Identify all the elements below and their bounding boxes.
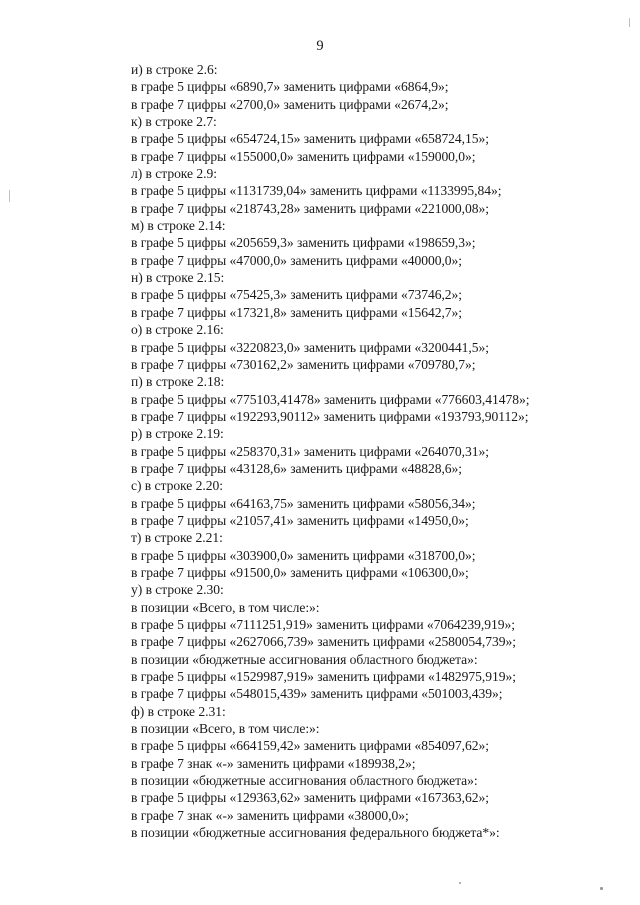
list-item: в графе 5 цифры «205659,3» заменить цифрами «198659,3»; [131, 235, 476, 251]
list-item: в графе 5 цифры «1529987,919» заменить цифрами «1482975,919»; [131, 669, 516, 685]
list-item: в графе 5 цифры «664159,42» заменить цифрами «854097,62»; [131, 738, 489, 754]
list-item-heading: л) в строке 2.9: [131, 166, 217, 182]
list-item: в графе 7 знак «-» заменить цифрами «38000,0»; [131, 807, 409, 823]
scan-speck [459, 882, 461, 884]
list-item-heading: о) в строке 2.16: [131, 322, 224, 338]
list-item: в графе 7 цифры «17321,8» заменить цифрами «15642,7»; [131, 304, 463, 320]
list-item: в графе 7 цифры «21057,41» заменить цифрами «14950,0»; [131, 512, 469, 528]
list-item-heading: ф) в строке 2.31: [131, 703, 226, 719]
list-item: в графе 7 цифры «47000,0» заменить цифрами «40000,0»; [131, 252, 463, 268]
list-item: в графе 7 цифры «730162,2» заменить цифрами «709780,7»; [131, 356, 476, 372]
list-item: в графе 7 цифры «43128,6» заменить цифрами «48828,6»; [131, 460, 463, 476]
scan-edge-right [629, 18, 630, 27]
list-item-heading: у) в строке 2.30: [131, 582, 224, 598]
list-item-subheading: в позиции «бюджетные ассигнования областного бюджета»: [131, 651, 478, 667]
list-item-heading: и) в строке 2.6: [131, 62, 218, 77]
list-item-subheading: в позиции «Всего, в том числе:»: [131, 599, 320, 615]
list-item: в графе 7 цифры «155000,0» заменить цифрами «159000,0»; [131, 148, 476, 164]
list-item: в графе 5 цифры «64163,75» заменить цифрами «58056,34»; [131, 495, 476, 511]
list-item: в графе 7 цифры «2627066,739» заменить цифрами «2580054,739»; [131, 634, 516, 650]
scan-edge-left [9, 190, 10, 202]
list-item: в графе 7 цифры «548015,439» заменить цифрами «501003,439»; [131, 686, 503, 702]
list-item: в графе 7 цифры «91500,0» заменить цифрами «106300,0»; [131, 564, 469, 580]
list-item-heading: т) в строке 2.21: [131, 530, 223, 546]
list-item-heading: к) в строке 2.7: [131, 114, 217, 130]
list-item: в графе 5 цифры «1131739,04» заменить цифрами «1133995,84»; [131, 183, 502, 199]
list-item: в графе 7 знак «-» заменить цифрами «189938,2»; [131, 755, 416, 771]
list-item: в графе 7 цифры «192293,90112» заменить цифрами «193793,90112»; [131, 408, 529, 424]
scan-speck [600, 887, 603, 890]
list-item: в графе 5 цифры «258370,31» заменить цифрами «264070,31»; [131, 443, 489, 459]
list-item: в графе 5 цифры «3220823,0» заменить цифрами «3200441,5»; [131, 339, 489, 355]
list-item: в графе 5 цифры «7111251,919» заменить цифрами «7064239,919»; [131, 617, 515, 632]
list-item-heading: р) в строке 2.19: [131, 426, 224, 442]
list-item: в графе 5 цифры «775103,41478» заменить цифрами «776603,41478»; [131, 391, 530, 407]
amendment-list [131, 61, 601, 841]
list-item: в графе 7 цифры «2700,0» заменить цифрами «2674,2»; [131, 96, 449, 112]
list-item-heading: м) в строке 2.14: [131, 218, 226, 234]
list-item-subheading: в позиции «бюджетные ассигнования федерального бюджета*»: [131, 825, 500, 841]
list-item-heading: с) в строке 2.20: [131, 478, 223, 494]
list-item-subheading: в позиции «бюджетные ассигнования областного бюджета»: [131, 773, 478, 789]
list-item-subheading: в позиции «Всего, в том числе:»: [131, 721, 320, 737]
list-item-heading: п) в строке 2.18: [131, 374, 225, 390]
list-item: в графе 5 цифры «6890,7» заменить цифрами «6864,9»; [131, 79, 449, 95]
list-item: в графе 5 цифры «129363,62» заменить цифрами «167363,62»; [131, 790, 489, 806]
list-item: в графе 5 цифры «654724,15» заменить цифрами «658724,15»; [131, 131, 489, 147]
list-item: в графе 5 цифры «303900,0» заменить цифрами «318700,0»; [131, 547, 476, 563]
page-number: 9 [316, 38, 324, 54]
list-item: в графе 5 цифры «75425,3» заменить цифрами «73746,2»; [131, 287, 463, 303]
list-item-heading: н) в строке 2.15: [131, 270, 225, 286]
list-item: в графе 7 цифры «218743,28» заменить цифрами «221000,08»; [131, 200, 489, 216]
